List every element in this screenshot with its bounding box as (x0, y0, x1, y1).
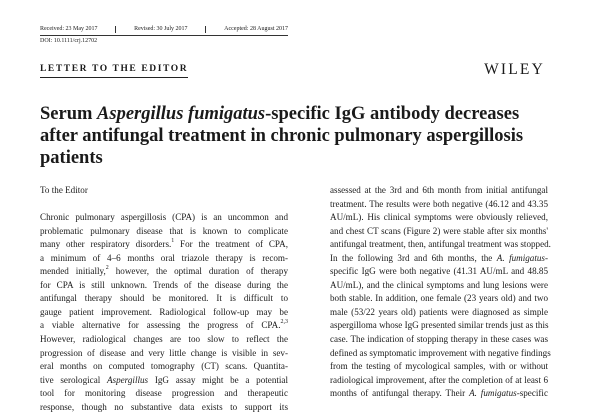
text-line: AU/mL). His clinical symptoms were obviously relieved, (330, 212, 548, 223)
text-line: both stable. In addition, one female (23 years old) and two (330, 293, 548, 304)
accepted-date: Accepted: 28 August 2017 (224, 26, 288, 32)
text-line: from the testing of mycological samples, with or without (330, 361, 548, 372)
text-line: radiological improvement, after the completion of at least 6 (330, 374, 548, 385)
text-line: AU/mL), and the clinical symptoms and lung lesions were (330, 279, 548, 290)
text-line: In the following 3rd and 6th months, the A. fumigatus- (330, 252, 548, 263)
text-line: aspergilloma whose IgG presented similar trends just as this (330, 320, 549, 331)
text-line: a minimum of 4–6 months oral triazole therapy is recom- (40, 252, 288, 263)
text-line: response, though no substantive data exists to support its (40, 401, 288, 412)
date-divider (205, 26, 206, 33)
text-line: gauge patient improvement. Radiological follow-up may be (40, 306, 288, 317)
text-line: for CPA is still unknown. Trends of the disease during the (40, 279, 288, 290)
text-line: defined as symptomatic improvement with negative findings (330, 347, 551, 358)
text-line: progression of disease and very little change is visible in sev- (40, 347, 288, 358)
article-title (40, 103, 560, 169)
revised-date: Revised: 30 July 2017 (134, 26, 188, 32)
received-date: Received: 23 May 2017 (40, 26, 98, 32)
text-line: mended initially,$^2$ however, the optimal duration of therapy (40, 265, 288, 277)
text-line: case. The indication of stopping therapy in these cases was (330, 334, 548, 345)
text-line: many other respiratory disorders.$^1$ For the treatment of CPA, (40, 238, 288, 250)
title-text: Serum (40, 104, 98, 124)
text-line: eral months on computed tomography (CT) scans. Quantita- (40, 361, 288, 372)
citation[interactable]: 1 (171, 238, 175, 245)
text-line: problematic pulmonary disease that is known to complicate (40, 225, 288, 236)
text-line: assessed at the 3rd and 6th month from initial antifungal (330, 185, 548, 195)
body-column-left (40, 184, 288, 412)
text-line: a viable alternative for assessing the progress of CPA.$^{2,3}$ (40, 319, 288, 331)
text-line: tool for monitoring disease progression and therapeutic (40, 388, 288, 399)
title-text: -specific IgG antibody decreases after antifungal treatment in chronic pulmonary aspergillosis patients (40, 104, 524, 168)
text-line: and chest CT scans (Figure 2) were stable after six months' (330, 225, 548, 236)
text-line: antifungal treatment, then, antifungal treatment was stopped. (330, 239, 551, 250)
citation[interactable]: 2,3 (280, 319, 288, 326)
text-line: antifungal therapy should be monitored. It is difficult to (40, 293, 288, 304)
body-column-right (330, 184, 551, 402)
citation[interactable]: 2 (105, 265, 109, 272)
date-divider (115, 26, 116, 33)
text-line: tive serological Aspergillus IgG assay might be a potential (40, 374, 288, 385)
text-line: male (53/22 years old) patients were diagnosed as simple (330, 306, 548, 317)
title-species: Aspergillus fumigatus (97, 104, 266, 124)
text-line: Chronic pulmonary aspergillosis (CPA) is an uncommon and (40, 212, 288, 223)
publisher-logo: WILEY (484, 61, 545, 78)
text-line: treatment. The results were both negative (46.12 and 43.35 (330, 198, 548, 209)
section-label: LETTER TO THE EDITOR (40, 63, 188, 78)
article-dates (40, 26, 288, 36)
doi: DOI: 10.1111/crj.12702 (40, 38, 98, 44)
greeting: To the Editor (40, 185, 88, 195)
text-line: However, radiological changes are too slow to reflect the (40, 334, 288, 345)
text-line: specific IgG were both negative (41.31 AU/mL and 48.85 (330, 266, 548, 277)
text-line: months of antifungal therapy. Their A. fumigatus-specific (330, 388, 548, 399)
